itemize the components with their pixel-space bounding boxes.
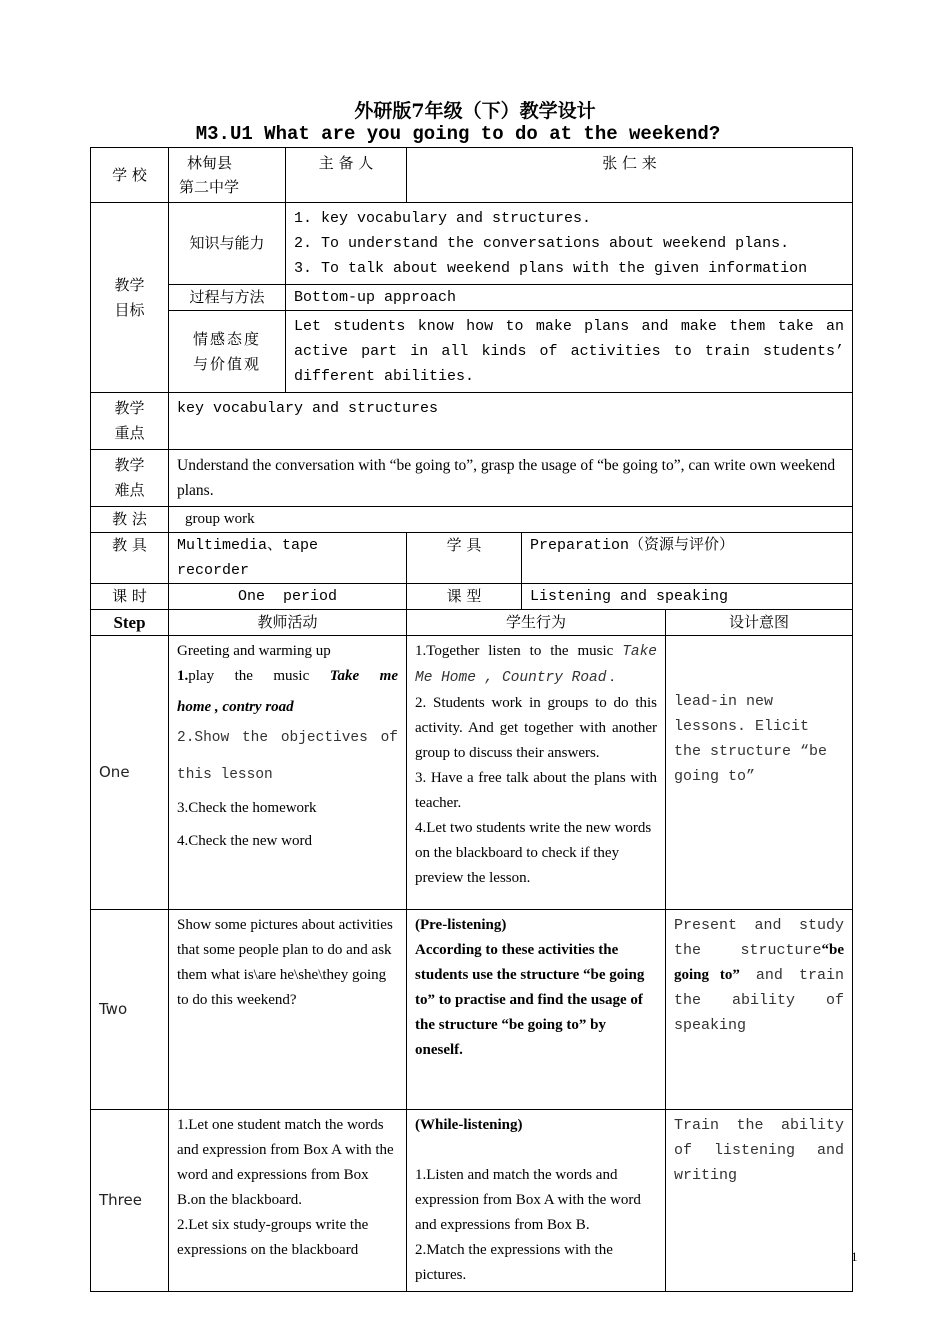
key-points-label-line-2: 重点 (114, 424, 145, 442)
student-tools-value: Preparation（资源与评价） (522, 533, 853, 584)
key-points-label-line-1: 教学 (114, 399, 145, 417)
intent-text: Present and study the structure (674, 917, 845, 959)
objective-knowledge-row (91, 203, 853, 285)
song-title: Take Me Home , Country Road (415, 644, 657, 686)
teacher-line: Greeting and warming up (177, 643, 331, 659)
process-value: Bottom-up approach (286, 285, 853, 311)
student-line (415, 639, 657, 691)
knowledge-item: 3. To talk about weekend plans with the given information (294, 260, 808, 277)
period-row (91, 584, 853, 610)
teacher-line: 3.Check the homework (177, 800, 317, 816)
knowledge-label: 知识与能力 (169, 203, 286, 285)
activity-heading: (While-listening) (415, 1117, 523, 1133)
lesson-plan-table (90, 147, 853, 1292)
teacher-line (177, 664, 398, 689)
difficulties-label (91, 450, 169, 507)
period-label: 课 时 (91, 584, 169, 610)
step-header: Step (91, 610, 169, 636)
student-tools-label: 学 具 (407, 533, 522, 584)
emotion-label (169, 311, 286, 393)
student-line-text: 1.Together listen to the music (415, 643, 623, 659)
teacher-line: 2.Show the objectives of this lesson (177, 730, 398, 783)
process-label: 过程与方法 (169, 285, 286, 311)
preparer-label: 主 备 人 (286, 148, 407, 203)
tools-value: Multimedia、tape recorder (169, 533, 407, 584)
knowledge-item: 1. key vocabulary and structures. (294, 210, 592, 227)
difficulties-label-line-2: 难点 (114, 481, 145, 499)
teacher-activity (169, 1110, 407, 1292)
document-subtitle: M3.U1 What are you going to do at the weekend? (195, 123, 721, 145)
student-line: 4.Let two students write the new words on the blackboard to check if they preview the lesson. (415, 820, 652, 886)
objectives-label (91, 203, 169, 393)
teacher-line-number: 1. (177, 668, 189, 684)
difficulties-row (91, 450, 853, 507)
key-points-label (91, 393, 169, 450)
school-line-1: 林甸县 (187, 154, 233, 172)
design-intent: Train the ability of listening and writing (666, 1110, 853, 1292)
step-name: One (91, 636, 169, 910)
method-label: 教 法 (91, 507, 169, 533)
difficulties-value: Understand the conversation with “be going to”, grasp the usage of “be going to”, can write own weekend plans. (169, 450, 853, 507)
emotion-label-line-1: 情感态度 (192, 329, 261, 348)
song-title-part: Take me (329, 668, 398, 684)
design-intent (666, 910, 853, 1110)
key-points-row (91, 393, 853, 450)
teacher-header: 教师活动 (169, 610, 407, 636)
info-row (91, 148, 853, 203)
school-value (169, 148, 286, 203)
method-row (91, 507, 853, 533)
step-name: Three (91, 1110, 169, 1292)
student-activity (407, 910, 666, 1110)
student-line: 2. Students work in groups to do this activity. And get together with another group to discuss their answers. (415, 695, 657, 761)
lesson-type-label: 课 型 (407, 584, 522, 610)
intent-header: 设计意图 (666, 610, 853, 636)
student-activity (407, 1110, 666, 1292)
student-line: According to these activities the students use the structure “be going to” to practise and find the usage of the structure “be going to” by oneself. (415, 942, 645, 1058)
school-label: 学 校 (91, 148, 169, 203)
step-name: Two (91, 910, 169, 1110)
teacher-activity (169, 636, 407, 910)
teacher-line: 1.Let one student match the words and expression from Box A with the word and expressions from Box B.on the blackboard. (177, 1117, 394, 1208)
step-row (91, 636, 853, 910)
period-value: One period (169, 584, 407, 610)
step-row (91, 1110, 853, 1292)
knowledge-item: 2. To understand the conversations about weekend plans. (294, 235, 790, 252)
teacher-line-text: play the music (188, 668, 330, 684)
school-line-2: 第二中学 (179, 178, 240, 196)
intent-bold: “be going to” (674, 942, 845, 983)
student-activity (407, 636, 666, 910)
student-line: 2.Match the expressions with the pictures. (415, 1242, 613, 1283)
method-value: group work (169, 507, 853, 533)
knowledge-items (286, 203, 853, 285)
preparer-value: 张 仁 来 (407, 148, 853, 203)
design-intent: lead-in new lessons. Elicit the structure “be going to” (666, 636, 853, 910)
song-title-part: home , contry road (177, 699, 294, 715)
teacher-activity: Show some pictures about activities that some people plan to do and ask them what is\are he\she\they going to do this weekend? (169, 910, 407, 1110)
activity-heading: (Pre-listening) (415, 917, 507, 933)
page-number: 1 (851, 1249, 858, 1264)
student-header: 学生行为 (407, 610, 666, 636)
step-row (91, 910, 853, 1110)
document-title: 外研版7年级（下）教学设计 (354, 100, 596, 122)
tools-row (91, 533, 853, 584)
emotion-value: Let students know how to make plans and make them take an active part in all kinds of activities to train students’ different abilities. (286, 311, 853, 393)
teacher-line: 4.Check the new word (177, 833, 312, 849)
objectives-label-line-2: 目标 (114, 300, 145, 319)
student-line-end: . (606, 669, 614, 685)
objective-emotion-row (91, 311, 853, 393)
lesson-type-value: Listening and speaking (522, 584, 853, 610)
emotion-label-line-2: 与价值观 (192, 354, 261, 373)
objectives-label-line-1: 教学 (114, 275, 145, 294)
objective-process-row (91, 285, 853, 311)
teacher-line: 2.Let six study-groups write the expressions on the blackboard (177, 1217, 369, 1258)
student-line: 3. Have a free talk about the plans with teacher. (415, 770, 657, 811)
difficulties-label-line-1: 教学 (114, 456, 145, 474)
intent-text: and train the ability of speaking (674, 967, 845, 1034)
column-header-row (91, 610, 853, 636)
key-points-value: key vocabulary and structures (169, 393, 853, 450)
tools-label: 教 具 (91, 533, 169, 584)
student-line: 1.Listen and match the words and expression from Box A with the word and expressions from Box B. (415, 1167, 641, 1233)
